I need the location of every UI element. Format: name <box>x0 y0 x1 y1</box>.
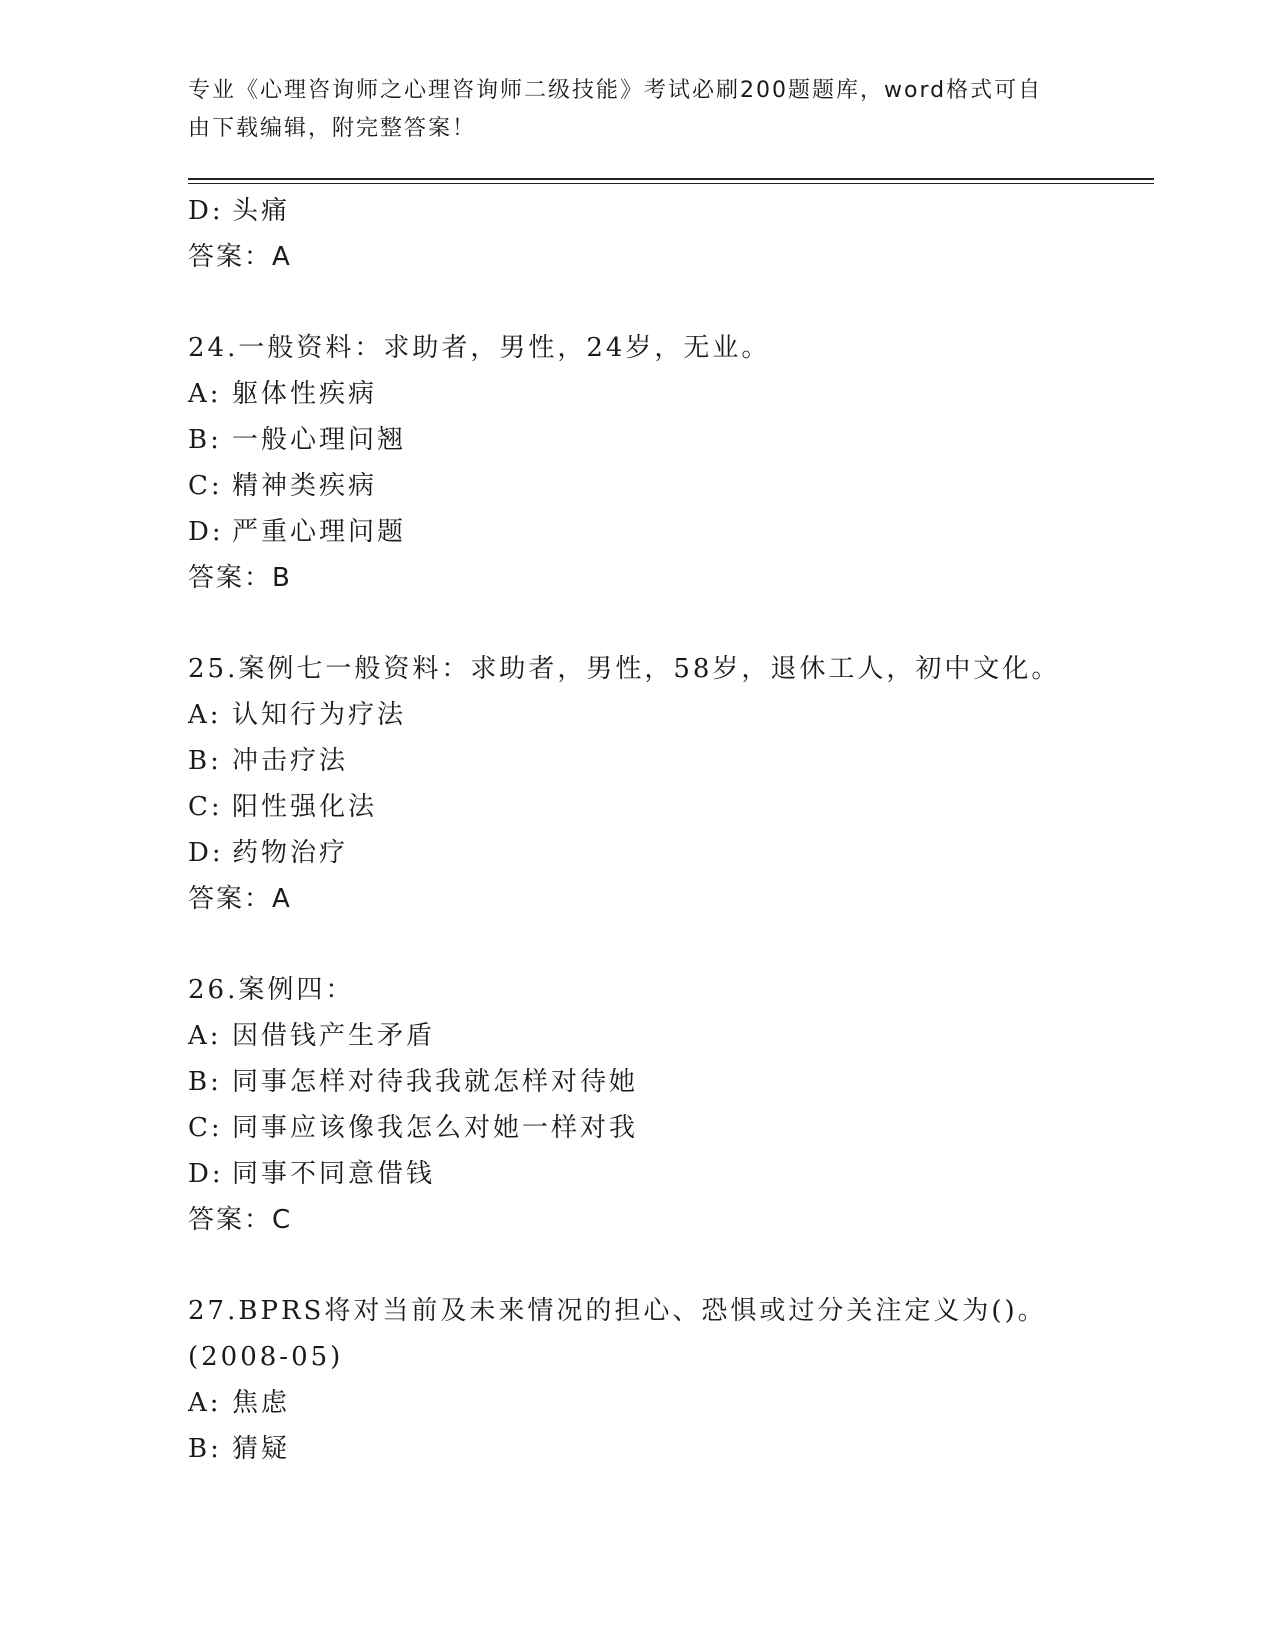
option-text: 冲击疗法 <box>232 746 349 776</box>
option-b <box>188 1426 1148 1472</box>
option-key: C: <box>188 792 223 822</box>
header-divider-thick <box>188 178 1154 180</box>
option-b <box>188 1059 1148 1105</box>
header-line-1: 专业《心理咨询师之心理咨询师二级技能》考试必刷200题题库，word格式可自 <box>188 78 1043 103</box>
header-line-2: 由下载编辑，附完整答案！ <box>188 116 477 141</box>
answer-line: 答案：A <box>188 242 292 272</box>
option-text: 药物治疗 <box>232 838 349 868</box>
option-text: 阳性强化法 <box>232 792 378 822</box>
option-b <box>188 738 1148 784</box>
question-stem: 26.案例四： <box>188 975 355 1005</box>
question-list <box>188 188 1148 1472</box>
option-a <box>188 1013 1148 1059</box>
option-key: B: <box>188 425 222 455</box>
option-text: 躯体性疾病 <box>232 379 378 409</box>
option-c <box>188 463 1148 509</box>
option-text: 同事应该像我怎么对她一样对我 <box>232 1113 639 1143</box>
option-text: 精神类疾病 <box>232 471 378 501</box>
option-d <box>188 509 1148 555</box>
option-text: 认知行为疗法 <box>232 700 407 730</box>
option-key: A: <box>188 379 222 409</box>
option-key: D: <box>188 196 224 226</box>
option-text: 头痛 <box>232 196 291 226</box>
option-key: D: <box>188 517 224 547</box>
option-text: 焦虑 <box>232 1388 291 1418</box>
option-text: 猜疑 <box>232 1434 291 1464</box>
option-text: 同事不同意借钱 <box>232 1159 436 1189</box>
option-c <box>188 784 1148 830</box>
option-a <box>188 692 1148 738</box>
question-stem-continued: (2008-05) <box>188 1342 344 1372</box>
option-text: 严重心理问题 <box>232 517 407 547</box>
answer-line: 答案：B <box>188 563 292 593</box>
option-key: A: <box>188 1388 222 1418</box>
option-a <box>188 1380 1148 1426</box>
question-stem: 25.案例七一般资料：求助者，男性，58岁，退休工人，初中文化。 <box>188 654 1061 684</box>
option-c <box>188 1105 1148 1151</box>
option-d <box>188 830 1148 876</box>
option-key: B: <box>188 1067 222 1097</box>
answer-line: 答案：C <box>188 1205 293 1235</box>
option-a <box>188 371 1148 417</box>
answer-line: 答案：A <box>188 884 292 914</box>
option-key: D: <box>188 838 224 868</box>
option-key: C: <box>188 1113 223 1143</box>
option-key: B: <box>188 746 222 776</box>
option-key: A: <box>188 700 222 730</box>
option-d <box>188 1151 1148 1197</box>
option-text: 同事怎样对待我我就怎样对待她 <box>232 1067 639 1097</box>
option-key: D: <box>188 1159 224 1189</box>
option-text: 因借钱产生矛盾 <box>232 1021 436 1051</box>
header-divider-thin <box>188 183 1154 184</box>
option-d <box>188 188 1148 234</box>
option-b <box>188 417 1148 463</box>
document-header <box>188 72 1068 148</box>
option-key: B: <box>188 1434 222 1464</box>
option-key: C: <box>188 471 223 501</box>
option-key: A: <box>188 1021 222 1051</box>
option-text: 一般心理问翘 <box>232 425 407 455</box>
question-stem: 27.BPRS将对当前及未来情况的担心、恐惧或过分关注定义为()。 <box>188 1296 1047 1326</box>
question-stem: 24.一般资料：求助者，男性，24岁，无业。 <box>188 333 771 363</box>
